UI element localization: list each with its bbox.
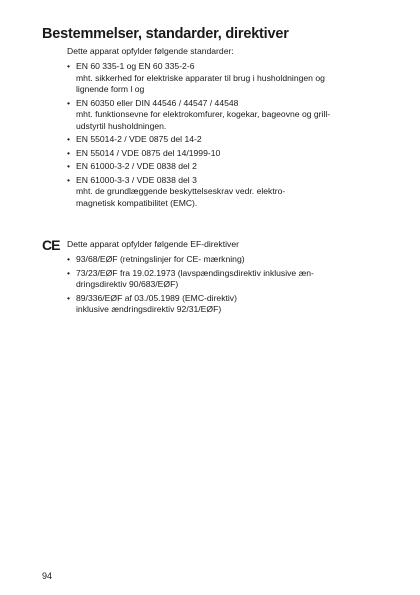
list-item bbox=[67, 161, 387, 172]
list-item-line: • EN 61000-3-3 / VDE 0838 del 3 bbox=[76, 175, 197, 185]
list-item-line: • 89/336/EØF af 03./05.1989 (EMC-direktiv) bbox=[76, 293, 237, 303]
list-item bbox=[67, 268, 387, 291]
list-item-line: • EN 55014 / VDE 0875 del 14/1999-10 bbox=[76, 147, 221, 158]
list-item-line: • 73/23/EØF fra 19.02.1973 (lavspændingsdirektiv inklusive æn- bbox=[76, 268, 314, 278]
page-title: Bestemmelser, standarder, direktiver bbox=[42, 26, 289, 42]
standards-intro: Dette apparat opfylder følgende standarder: bbox=[67, 46, 234, 56]
list-item bbox=[67, 148, 387, 159]
list-item bbox=[67, 134, 387, 145]
list-item-line: magnetisk kompatibilitet (EMC). bbox=[76, 197, 198, 208]
standards-list bbox=[67, 61, 387, 209]
list-item-line: • EN 60350 eller DIN 44546 / 44547 / 44548 bbox=[76, 97, 239, 108]
list-item-line: mht. sikkerhed for elektriske apparater til brug i husholdningen og bbox=[76, 72, 325, 83]
directives-section bbox=[67, 239, 387, 318]
directives-intro: Dette apparat opfylder følgende EF-direktiver bbox=[67, 239, 239, 249]
list-item-line: • 93/68/EØF (retningslinjer for CE- mærkning) bbox=[76, 254, 245, 265]
list-item-line: mht. de grundlæggende beskyttelseskrav vedr. elektro- bbox=[76, 186, 286, 197]
list-item-line: mht. funktionsevne for elektrokomfurer, kogekar, bageovne og grill- bbox=[76, 109, 331, 120]
list-item bbox=[67, 175, 387, 209]
list-item bbox=[67, 293, 387, 316]
directives-list bbox=[67, 254, 387, 315]
page-number: 94 bbox=[42, 571, 53, 581]
list-item-line: dringsdirektiv 90/683/EØF) bbox=[76, 279, 179, 290]
list-item bbox=[67, 254, 387, 265]
standards-section bbox=[67, 46, 387, 211]
list-item-line: • EN 61000-3-2 / VDE 0838 del 2 bbox=[76, 161, 197, 172]
list-item bbox=[67, 98, 387, 132]
ce-mark-icon: CE bbox=[42, 237, 60, 253]
list-item-line: • EN 60 335-1 og EN 60 335-2-6 bbox=[76, 61, 195, 72]
list-item-line: inklusive ændringsdirektiv 92/31/EØF) bbox=[76, 304, 222, 315]
list-item-line: lignende form l og bbox=[76, 84, 145, 95]
list-item bbox=[67, 61, 387, 95]
list-item-line: udstyrtil husholdningen. bbox=[76, 120, 167, 131]
list-item-line: • EN 55014-2 / VDE 0875 del 14-2 bbox=[76, 134, 202, 145]
